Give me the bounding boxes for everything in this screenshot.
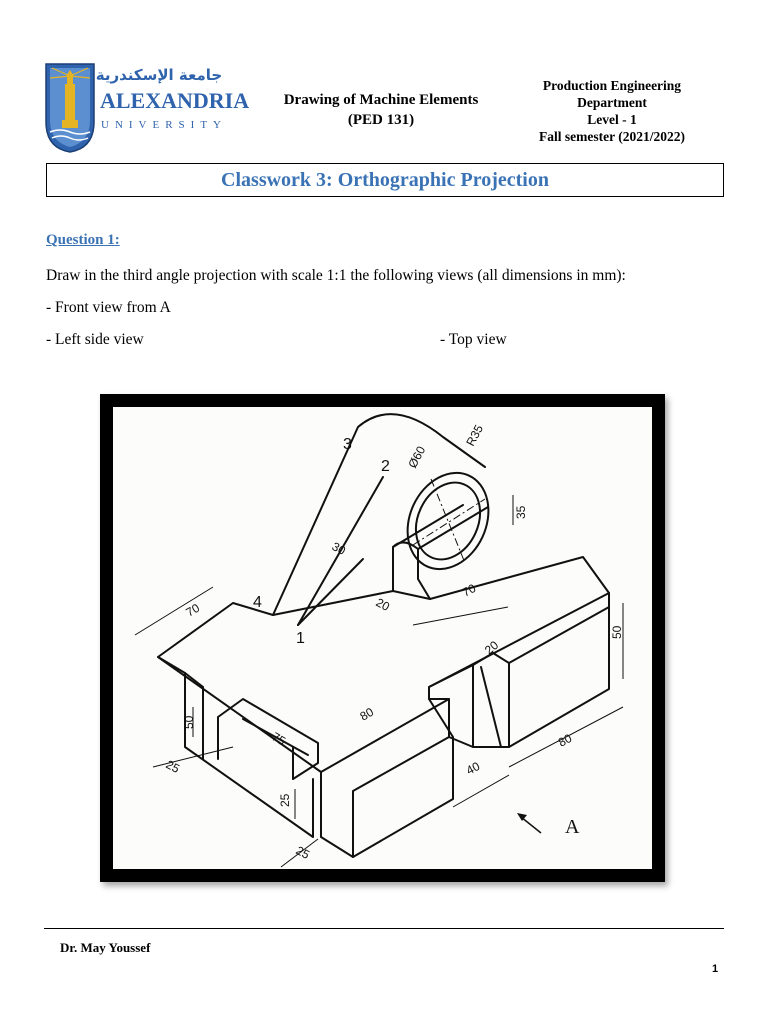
view-front: - Front view from A [46, 299, 171, 316]
dim-70-left: 70 [183, 600, 203, 620]
alexandria-university-logo [44, 62, 250, 154]
course-info [236, 90, 526, 130]
dim-70-top: 70 [459, 581, 479, 600]
point-label-3: 3 [343, 436, 352, 453]
dim-35: 35 [514, 505, 528, 519]
course-name: Drawing of Machine Elements [283, 92, 479, 108]
question-instruction: Draw in the third angle projection with scale 1:1 the following views (all dimensions in mm): [46, 267, 626, 284]
isometric-part [158, 414, 609, 857]
dim-25-left: 25 [163, 757, 182, 776]
dim-80-front: 80 [357, 704, 377, 724]
dim-40: 40 [463, 759, 483, 778]
point-label-4: 4 [253, 594, 262, 611]
page-title: Classwork 3: Orthographic Projection [221, 168, 549, 191]
dim-30: 30 [329, 539, 348, 558]
course-code: (PED 131) [347, 112, 415, 128]
question-heading: Question 1: [46, 232, 120, 248]
view-arrow-label: A [565, 816, 580, 838]
author: Dr. May Youssef [60, 940, 151, 955]
point-label-1: 1 [296, 630, 305, 647]
figure-frame [100, 394, 665, 882]
dim-20-rib: 20 [373, 595, 392, 614]
dim-20-slot: 20 [481, 637, 502, 658]
view-left-side: - Left side view [46, 331, 144, 348]
level: Level - 1 [587, 112, 637, 127]
dim-r35: R35 [463, 422, 486, 449]
semester: Fall semester (2021/2022) [539, 129, 685, 144]
logo-name: ALEXANDRIA [100, 88, 250, 113]
point-label-2: 2 [381, 458, 390, 475]
isometric-drawing [113, 407, 652, 869]
department-name: Production Engineering [542, 78, 682, 93]
logo-arabic-text: جامعة الإسكندرية [95, 66, 223, 84]
dim-25-slot: 25 [278, 793, 292, 807]
dim-75: 75 [269, 729, 289, 749]
dim-50-right: 50 [610, 625, 624, 639]
view-arrow [517, 813, 541, 833]
department-info [510, 77, 714, 145]
view-top: - Top view [440, 331, 507, 348]
logo-subtitle: UNIVERSITY [101, 119, 227, 131]
dim-80-right: 80 [555, 731, 575, 750]
footer-divider [44, 928, 724, 929]
title-box [46, 163, 724, 197]
dimension-lines [135, 495, 623, 867]
dim-dia60: Ø60 [405, 443, 429, 471]
page-number: 1 [712, 963, 719, 975]
dim-50-left: 50 [182, 715, 196, 729]
dim-25-bottom: 25 [293, 843, 312, 862]
department-label: Department [577, 95, 647, 110]
